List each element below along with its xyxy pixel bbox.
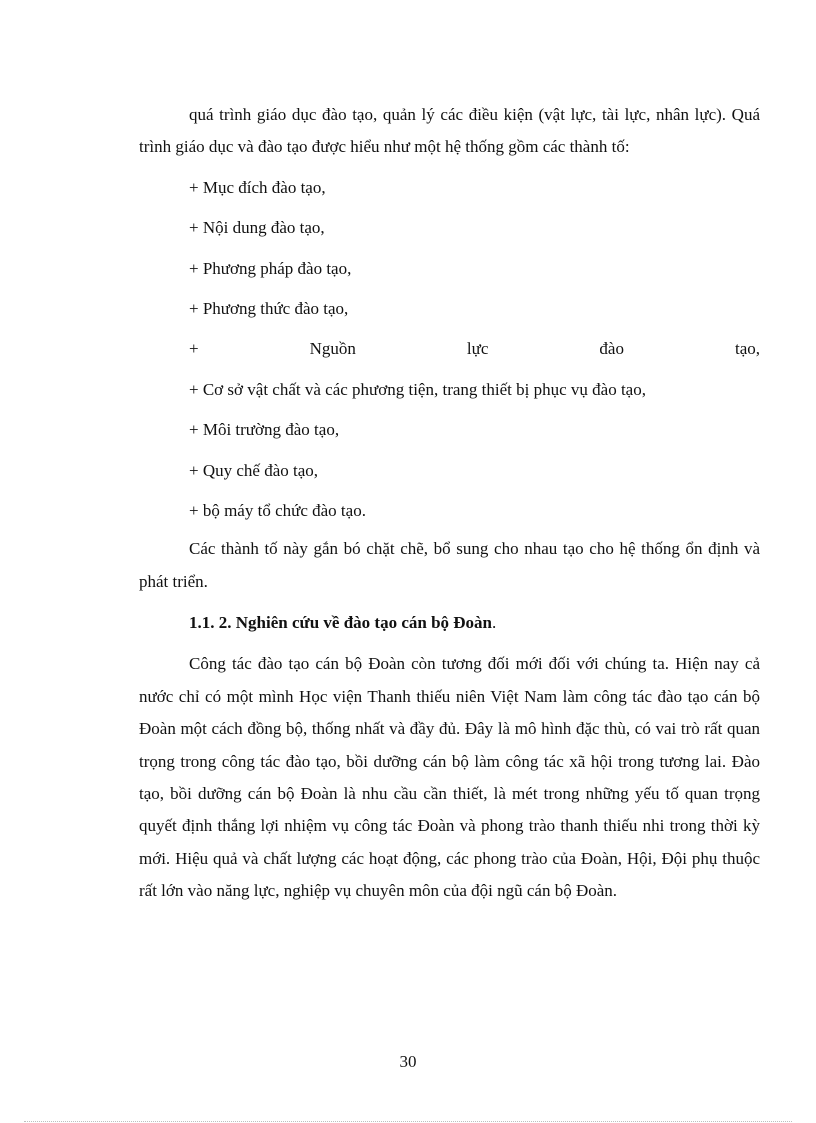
- section-heading-text: 1.1. 2. Nghiên cứu về đào tạo cán bộ Đoàn: [189, 613, 493, 633]
- list-item: + Phương pháp đào tạo,: [189, 258, 352, 278]
- spread-word: Nguồn: [309, 339, 356, 359]
- page-content: [139, 99, 760, 908]
- list-item: + Phương thức đào tạo,: [189, 299, 349, 319]
- spread-word: +: [189, 339, 199, 359]
- section-heading-suffix: .: [492, 613, 497, 633]
- summary-paragraph: Các thành tố này gắn bó chặt chẽ, bổ sung cho nhau tạo cho hệ thống ổn định và phát triển.: [139, 539, 760, 591]
- intro-paragraph: quá trình giáo dục đào tạo, quản lý các điều kiện (vật lực, tài lực, nhân lực). Quá trình giáo dục và đào tạo được hiểu như một hệ thống gồm các thành tố:: [139, 105, 760, 157]
- training-components-list: [139, 168, 760, 532]
- spread-word: lực: [466, 339, 489, 359]
- list-item: + bộ máy tổ chức đào tạo.: [189, 501, 366, 521]
- list-item-spread: [189, 329, 760, 369]
- list-item: + Môi trường đào tạo,: [189, 420, 340, 440]
- list-item: + Cơ sở vật chất và các phương tiện, trang thiết bị phục vụ đào tạo,: [189, 379, 646, 399]
- spread-word: đào: [599, 339, 624, 359]
- list-item: + Quy chế đào tạo,: [189, 460, 319, 480]
- page-number: 30: [399, 1052, 417, 1071]
- spread-word: tạo,: [734, 339, 760, 359]
- list-item: + Mục đích đào tạo,: [189, 177, 326, 197]
- section-heading: [139, 598, 760, 648]
- page-bottom-border: [24, 1121, 792, 1122]
- list-item: + Nội dung đào tạo,: [189, 218, 325, 238]
- body-paragraph: Công tác đào tạo cán bộ Đoàn còn tương đối mới đối với chúng ta. Hiện nay cả nước chỉ có một mình Học viện Thanh thiếu niên Việt Nam làm công tác đào tạo cán bộ Đoàn một cách đồng bộ, thống nhất và đầy đủ. Đây là mô hình đặc thù, có vai trò rất quan trọng trong công tác đào tạo, bồi dưỡng cán bộ làm công tác xã hội trong tương lai. Đào tạo, bồi dưỡng cán bộ Đoàn là nhu cầu cần thiết, là mét trong những yếu tố quan trọng quyết định thắng lợi nhiệm vụ công tác Đoàn và phong trào thanh thiếu nhi trong thời kỳ mới. Hiệu quả và chất lượng các hoạt động, các phong trào của Đoàn, Hội, Đội phụ thuộc rất lớn vào năng lực, nghiệp vụ chuyên môn của đội ngũ cán bộ Đoàn.: [139, 654, 760, 901]
